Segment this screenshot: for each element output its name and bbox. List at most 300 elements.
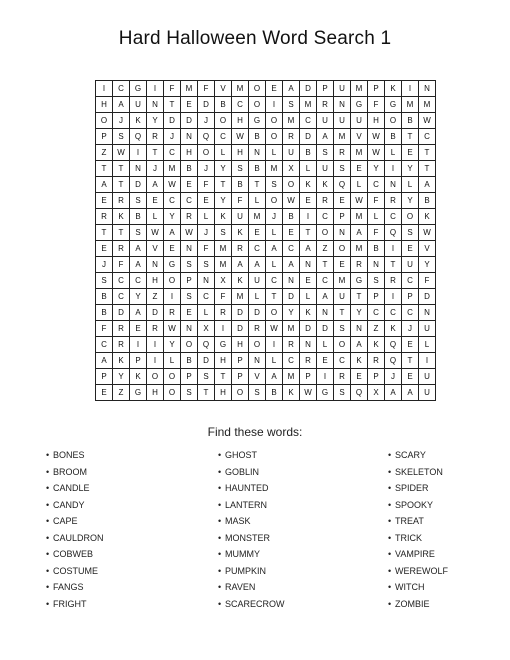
grid-cell: C (164, 193, 181, 209)
grid-cell: U (283, 145, 300, 161)
word-list-item (388, 549, 448, 566)
word-text: CANDY (53, 499, 85, 510)
grid-cell: V (249, 369, 266, 385)
grid-cell: O (334, 337, 351, 353)
grid-cell: F (198, 81, 215, 97)
grid-cell: I (130, 145, 147, 161)
grid-cell: Z (147, 289, 164, 305)
grid-row (96, 209, 436, 225)
grid-cell: N (249, 353, 266, 369)
grid-cell: Y (351, 305, 368, 321)
grid-cell: C (385, 209, 402, 225)
word-text: WITCH (395, 582, 425, 592)
bullet-icon: • (388, 499, 392, 510)
grid-cell: D (317, 321, 334, 337)
word-list-column-3 (388, 450, 448, 615)
grid-cell: O (215, 113, 232, 129)
grid-cell: O (181, 337, 198, 353)
grid-cell: J (96, 257, 113, 273)
word-list-item (218, 450, 285, 467)
grid-cell: R (351, 257, 368, 273)
grid-cell: B (249, 129, 266, 145)
grid-cell: C (113, 81, 130, 97)
grid-cell: U (334, 113, 351, 129)
grid-cell: V (419, 241, 436, 257)
grid-cell: T (198, 385, 215, 401)
grid-cell: C (283, 353, 300, 369)
grid-cell: Z (96, 145, 113, 161)
grid-cell: H (147, 385, 164, 401)
grid-cell: T (96, 161, 113, 177)
word-text: RAVEN (225, 582, 256, 592)
grid-cell: L (266, 225, 283, 241)
grid-cell: O (164, 385, 181, 401)
grid-cell: A (351, 337, 368, 353)
grid-cell: U (249, 273, 266, 289)
grid-cell: V (215, 81, 232, 97)
grid-cell: U (317, 161, 334, 177)
grid-cell: C (130, 273, 147, 289)
grid-cell: W (368, 145, 385, 161)
grid-cell: L (249, 193, 266, 209)
grid-cell: W (232, 129, 249, 145)
grid-cell: C (113, 273, 130, 289)
grid-cell: R (232, 241, 249, 257)
grid-cell: Y (215, 193, 232, 209)
grid-cell: K (113, 209, 130, 225)
grid-cell: H (215, 385, 232, 401)
grid-cell: M (351, 241, 368, 257)
grid-cell: A (351, 225, 368, 241)
grid-cell: Y (130, 289, 147, 305)
bullet-icon: • (218, 532, 222, 543)
grid-cell: O (232, 385, 249, 401)
grid-cell: B (419, 193, 436, 209)
grid-cell: N (249, 145, 266, 161)
grid-cell: T (96, 225, 113, 241)
grid-cell: J (113, 113, 130, 129)
grid-cell: O (266, 305, 283, 321)
grid-cell: P (232, 353, 249, 369)
grid-cell: F (113, 257, 130, 273)
word-text: SPOOKY (395, 499, 434, 510)
grid-cell: N (147, 257, 164, 273)
word-text: MONSTER (225, 532, 270, 543)
grid-cell: G (385, 97, 402, 113)
grid-cell: J (198, 161, 215, 177)
grid-cell: T (113, 225, 130, 241)
word-text: TRICK (395, 532, 422, 543)
grid-cell: T (402, 129, 419, 145)
grid-cell: Q (385, 353, 402, 369)
grid-cell: T (351, 289, 368, 305)
grid-cell: O (334, 241, 351, 257)
grid-cell: T (385, 257, 402, 273)
grid-cell: H (215, 353, 232, 369)
grid-cell: C (317, 273, 334, 289)
grid-cell: X (198, 321, 215, 337)
grid-cell: C (300, 113, 317, 129)
grid-cell: A (164, 225, 181, 241)
grid-cell: T (113, 177, 130, 193)
grid-cell: K (368, 337, 385, 353)
bullet-icon: • (218, 516, 222, 526)
grid-cell: P (96, 369, 113, 385)
word-list-item (46, 500, 104, 517)
bullet-icon: • (218, 549, 222, 559)
grid-cell: C (368, 177, 385, 193)
grid-cell: K (113, 353, 130, 369)
bullet-icon: • (388, 532, 392, 543)
word-list-item (218, 566, 285, 583)
grid-cell: G (351, 97, 368, 113)
grid-cell: O (96, 113, 113, 129)
word-text: CAULDRON (53, 532, 104, 543)
grid-cell: C (402, 305, 419, 321)
grid-cell: D (198, 97, 215, 113)
grid-cell: D (130, 177, 147, 193)
grid-cell: E (198, 193, 215, 209)
grid-cell: E (164, 241, 181, 257)
bullet-icon: • (46, 565, 50, 576)
grid-cell: T (317, 257, 334, 273)
grid-cell: B (283, 209, 300, 225)
grid-cell: K (351, 353, 368, 369)
word-text: LANTERN (225, 499, 268, 510)
word-text: GOBLIN (225, 466, 260, 477)
bullet-icon: • (218, 450, 222, 460)
grid-cell: A (232, 257, 249, 273)
grid-cell: C (385, 305, 402, 321)
grid-cell: R (317, 193, 334, 209)
bullet-icon: • (218, 565, 222, 576)
grid-cell: K (283, 385, 300, 401)
grid-cell: D (249, 305, 266, 321)
grid-cell: M (232, 289, 249, 305)
grid-cell: W (419, 225, 436, 241)
grid-row (96, 241, 436, 257)
grid-cell: P (130, 353, 147, 369)
grid-cell: S (334, 385, 351, 401)
grid-cell: N (351, 321, 368, 337)
bullet-icon: • (388, 549, 392, 559)
bullet-icon: • (388, 516, 392, 526)
grid-cell: P (368, 369, 385, 385)
grid-cell: S (283, 97, 300, 113)
word-text: PUMPKIN (225, 565, 267, 576)
grid-cell: S (368, 273, 385, 289)
grid-row (96, 321, 436, 337)
grid-cell: G (351, 273, 368, 289)
grid-cell: B (232, 177, 249, 193)
word-list-item (388, 566, 448, 583)
grid-cell: Q (385, 337, 402, 353)
word-list-item (388, 500, 448, 517)
grid-row (96, 225, 436, 241)
grid-cell: M (334, 129, 351, 145)
word-text: VAMPIRE (395, 549, 435, 559)
grid-cell: O (249, 97, 266, 113)
grid-cell: B (96, 305, 113, 321)
grid-cell: B (249, 161, 266, 177)
grid-cell: T (164, 97, 181, 113)
grid-cell: Q (385, 225, 402, 241)
grid-cell: J (198, 113, 215, 129)
word-text: ZOMBIE (395, 598, 430, 609)
grid-cell: N (334, 97, 351, 113)
grid-cell: K (215, 209, 232, 225)
grid-cell: Y (113, 369, 130, 385)
grid-cell: E (402, 369, 419, 385)
bullet-icon: • (388, 466, 392, 477)
grid-cell: M (402, 97, 419, 113)
grid-cell: S (266, 177, 283, 193)
grid-cell: C (232, 97, 249, 113)
grid-cell: A (317, 289, 334, 305)
grid-cell: O (249, 81, 266, 97)
grid-cell: P (181, 273, 198, 289)
grid-cell: M (215, 257, 232, 273)
grid-cell: U (419, 385, 436, 401)
word-list-item (46, 582, 104, 599)
bullet-icon: • (218, 466, 222, 477)
word-list-item (218, 599, 285, 616)
grid-cell: E (283, 225, 300, 241)
grid-row (96, 369, 436, 385)
grid-cell: O (266, 193, 283, 209)
bullet-icon: • (388, 483, 392, 493)
word-text: HAUNTED (225, 483, 269, 493)
grid-cell: T (215, 177, 232, 193)
grid-cell: R (300, 353, 317, 369)
grid-cell: F (198, 241, 215, 257)
grid-cell: E (181, 97, 198, 113)
grid-cell: M (283, 369, 300, 385)
grid-cell: N (419, 81, 436, 97)
grid-cell: S (215, 225, 232, 241)
grid-cell: Q (198, 129, 215, 145)
word-list-item (388, 483, 448, 500)
grid-cell: D (283, 289, 300, 305)
grid-cell: E (300, 193, 317, 209)
grid-cell: C (215, 129, 232, 145)
bullet-icon: • (46, 466, 50, 477)
word-list-column-2 (218, 450, 285, 615)
grid-cell: L (266, 257, 283, 273)
word-text: CANDLE (53, 483, 90, 493)
grid-cell: F (368, 97, 385, 113)
grid-cell: S (198, 369, 215, 385)
grid-cell: T (300, 225, 317, 241)
grid-cell: C (181, 193, 198, 209)
grid-cell: A (300, 241, 317, 257)
grid-cell: O (164, 369, 181, 385)
grid-cell: E (266, 81, 283, 97)
grid-cell: S (402, 225, 419, 241)
word-list-item (46, 467, 104, 484)
grid-cell: A (147, 177, 164, 193)
grid-cell: A (283, 257, 300, 273)
word-text: CAPE (53, 516, 78, 526)
bullet-icon: • (46, 499, 50, 510)
grid-cell: Z (368, 321, 385, 337)
grid-cell: C (283, 241, 300, 257)
grid-cell: A (96, 177, 113, 193)
grid-cell: I (215, 321, 232, 337)
grid-cell: F (215, 289, 232, 305)
grid-row (96, 161, 436, 177)
grid-cell: T (266, 289, 283, 305)
grid-cell: H (147, 273, 164, 289)
grid-cell: L (198, 305, 215, 321)
word-list-item (218, 467, 285, 484)
grid-cell: V (147, 241, 164, 257)
grid-cell: W (351, 193, 368, 209)
grid-cell: F (419, 273, 436, 289)
grid-cell: W (181, 225, 198, 241)
grid-cell: X (283, 161, 300, 177)
grid-cell: Q (198, 337, 215, 353)
grid-cell: M (164, 161, 181, 177)
word-list-item (388, 467, 448, 484)
bullet-icon: • (46, 483, 50, 493)
grid-cell: N (181, 241, 198, 257)
word-text: BROOM (53, 466, 88, 477)
grid-cell: B (181, 353, 198, 369)
grid-cell: T (419, 161, 436, 177)
grid-cell: M (215, 241, 232, 257)
grid-cell: H (232, 113, 249, 129)
grid-cell: K (300, 305, 317, 321)
grid-cell: C (334, 353, 351, 369)
grid-cell: T (215, 369, 232, 385)
grid-cell: D (300, 321, 317, 337)
bullet-icon: • (218, 598, 222, 609)
grid-cell: R (113, 321, 130, 337)
grid-cell: U (232, 209, 249, 225)
grid-cell: C (113, 289, 130, 305)
bullet-icon: • (46, 516, 50, 526)
grid-cell: I (147, 81, 164, 97)
grid-cell: O (283, 177, 300, 193)
letter-grid (95, 80, 436, 401)
grid-cell: Y (402, 193, 419, 209)
grid-cell: L (402, 177, 419, 193)
word-list-item (388, 533, 448, 550)
grid-cell: R (317, 97, 334, 113)
grid-row (96, 305, 436, 321)
grid-cell: C (198, 289, 215, 305)
word-list-item (46, 450, 104, 467)
grid-cell: R (96, 209, 113, 225)
grid-cell: Z (317, 241, 334, 257)
grid-cell: L (215, 145, 232, 161)
grid-cell: L (198, 209, 215, 225)
grid-cell: H (181, 145, 198, 161)
grid-cell: I (385, 161, 402, 177)
grid-cell: N (300, 257, 317, 273)
grid-cell: A (96, 353, 113, 369)
grid-cell: Y (215, 161, 232, 177)
grid-cell: K (300, 177, 317, 193)
grid-cell: O (147, 369, 164, 385)
grid-cell: R (283, 337, 300, 353)
bullet-icon: • (218, 483, 222, 493)
grid-cell: B (368, 241, 385, 257)
grid-cell: S (130, 193, 147, 209)
grid-cell: C (249, 241, 266, 257)
grid-cell: G (130, 81, 147, 97)
grid-cell: M (181, 81, 198, 97)
grid-cell: I (147, 337, 164, 353)
grid-cell: K (130, 113, 147, 129)
grid-cell: J (266, 209, 283, 225)
grid-cell: R (147, 321, 164, 337)
grid-cell: P (368, 289, 385, 305)
grid-cell: O (198, 145, 215, 161)
grid-cell: G (130, 385, 147, 401)
grid-cell: W (164, 321, 181, 337)
grid-cell: N (317, 305, 334, 321)
grid-cell: K (419, 209, 436, 225)
grid-cell: G (249, 113, 266, 129)
grid-cell: E (402, 337, 419, 353)
grid-cell: F (368, 225, 385, 241)
grid-cell: Y (147, 113, 164, 129)
grid-cell: N (385, 177, 402, 193)
word-list-item (388, 516, 448, 533)
find-words-heading: Find these words: (207, 425, 303, 439)
grid-cell: I (96, 81, 113, 97)
grid-cell: R (147, 129, 164, 145)
grid-row (96, 177, 436, 193)
grid-row (96, 81, 436, 97)
word-text: SCARY (395, 450, 426, 460)
grid-cell: A (385, 385, 402, 401)
grid-cell: S (198, 257, 215, 273)
grid-cell: W (300, 385, 317, 401)
grid-cell: I (402, 81, 419, 97)
grid-cell: L (266, 353, 283, 369)
grid-cell: R (113, 193, 130, 209)
grid-cell: E (334, 257, 351, 273)
grid-cell: A (317, 129, 334, 145)
grid-cell: L (419, 337, 436, 353)
grid-cell: S (232, 161, 249, 177)
grid-cell: G (215, 337, 232, 353)
grid-row (96, 289, 436, 305)
grid-cell: E (181, 177, 198, 193)
bullet-icon: • (46, 532, 50, 543)
word-list-item (218, 483, 285, 500)
grid-cell: H (232, 337, 249, 353)
grid-cell: M (232, 81, 249, 97)
grid-cell: U (419, 369, 436, 385)
grid-cell: B (300, 145, 317, 161)
grid-cell: M (351, 209, 368, 225)
grid-cell: B (96, 289, 113, 305)
grid-cell: L (300, 161, 317, 177)
grid-cell: N (300, 337, 317, 353)
grid-cell: R (385, 273, 402, 289)
grid-cell: M (283, 321, 300, 337)
grid-cell: G (317, 385, 334, 401)
grid-cell: Y (419, 257, 436, 273)
grid-cell: E (402, 241, 419, 257)
grid-cell: X (215, 273, 232, 289)
grid-cell: D (232, 321, 249, 337)
word-text: COBWEB (53, 549, 94, 559)
